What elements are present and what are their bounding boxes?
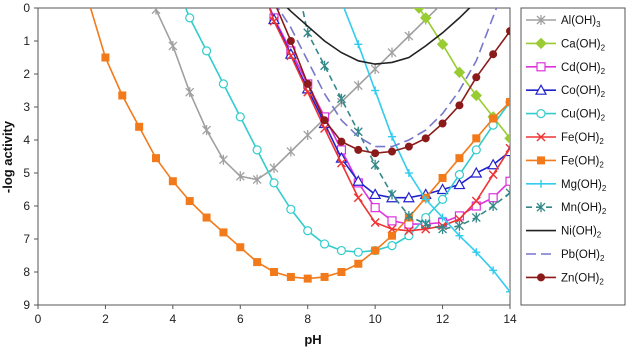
legend-label: $Pb(OH)_2$ (561, 249, 605, 263)
data-point (473, 74, 480, 81)
data-point (439, 120, 446, 127)
data-point (186, 198, 193, 205)
data-point (456, 102, 463, 109)
data-point (473, 135, 480, 142)
data-point (388, 217, 396, 225)
data-point (203, 47, 211, 55)
data-point (304, 227, 312, 235)
y-tick-label: 7 (23, 232, 30, 246)
data-point (153, 155, 160, 162)
x-tick-label: 10 (368, 312, 382, 326)
data-point (355, 260, 362, 267)
y-tick-label: 3 (23, 100, 30, 114)
data-point (507, 28, 514, 35)
data-point (253, 146, 261, 154)
legend-marker (538, 274, 545, 281)
data-point (439, 195, 447, 203)
legend (521, 8, 625, 305)
x-axis-title: pH (304, 332, 322, 347)
legend-label: $Mn(OH)_2$ (561, 202, 607, 217)
legend-label: $Co(OH)_2$ (561, 85, 606, 100)
legend-marker (538, 157, 545, 164)
data-point (169, 178, 176, 185)
y-tick-label: 5 (23, 166, 30, 180)
legend-label: $Fe(OH)_2$ (561, 132, 604, 146)
legend-label: $Fe(OH)_2$ (561, 155, 604, 170)
y-tick-label: 8 (23, 265, 30, 279)
data-point (422, 135, 429, 142)
plot-area (38, 8, 510, 305)
data-point (304, 80, 311, 87)
data-point (186, 14, 194, 22)
data-point (287, 205, 295, 213)
data-point (236, 113, 244, 121)
data-point (321, 117, 328, 124)
data-point (287, 38, 294, 45)
data-point (355, 146, 362, 153)
data-point (203, 214, 210, 221)
x-axis (35, 305, 517, 326)
y-tick-label: 4 (23, 133, 30, 147)
x-tick-label: 0 (34, 312, 42, 326)
data-point (338, 138, 345, 145)
data-point (489, 194, 497, 202)
x-tick-label: 8 (304, 312, 312, 326)
data-point (321, 273, 328, 280)
x-tick-label: 12 (435, 312, 450, 326)
data-point (270, 179, 278, 187)
data-point (389, 148, 396, 155)
y-tick-label: 2 (23, 67, 30, 81)
legend-label: $Al(OH)_3$ (561, 15, 601, 29)
y-tick-label: 0 (23, 1, 30, 15)
data-point (388, 242, 396, 250)
x-tick-label: 2 (102, 312, 109, 326)
y-tick-label: 6 (23, 199, 30, 213)
data-point (119, 92, 126, 99)
data-point (321, 240, 329, 248)
data-point (287, 273, 294, 280)
data-point (506, 177, 514, 185)
legend-label: $Ca(OH)_2$ (561, 38, 606, 53)
data-point (338, 269, 345, 276)
x-tick-label: 6 (236, 312, 244, 326)
legend-label: $Cd(OH)_2$ (561, 61, 606, 76)
x-tick-label: 14 (503, 312, 517, 326)
data-point (237, 244, 244, 251)
data-point (337, 247, 345, 255)
data-point (219, 80, 227, 88)
legend-marker (537, 110, 545, 118)
x-tick-label: 4 (169, 312, 177, 326)
data-point (136, 123, 143, 130)
y-axis (23, 1, 38, 312)
data-point (371, 204, 379, 212)
data-point (456, 155, 463, 162)
y-tick-label: 1 (23, 34, 30, 48)
data-point (490, 115, 497, 122)
data-point (271, 269, 278, 276)
legend-marker (537, 63, 545, 71)
data-point (304, 275, 311, 282)
data-point (254, 259, 261, 266)
data-point (439, 174, 446, 181)
data-point (490, 51, 497, 58)
y-tick-label: 9 (23, 298, 30, 312)
y-axis-title: -log activity (0, 120, 15, 194)
data-point (354, 248, 362, 256)
legend-label: $Mg(OH)_2$ (561, 178, 607, 193)
data-point (507, 99, 514, 106)
legend-label: $Cu(OH)_2$ (561, 108, 606, 123)
data-point (372, 150, 379, 157)
data-point (472, 146, 480, 154)
data-point (405, 143, 412, 150)
data-point (372, 247, 379, 254)
data-point (102, 54, 109, 61)
legend-label: $Zn(OH)_2$ (561, 272, 604, 287)
data-point (389, 232, 396, 239)
legend-label: $Ni(OH)_2$ (561, 225, 602, 240)
data-point (220, 229, 227, 236)
data-point (455, 171, 463, 179)
